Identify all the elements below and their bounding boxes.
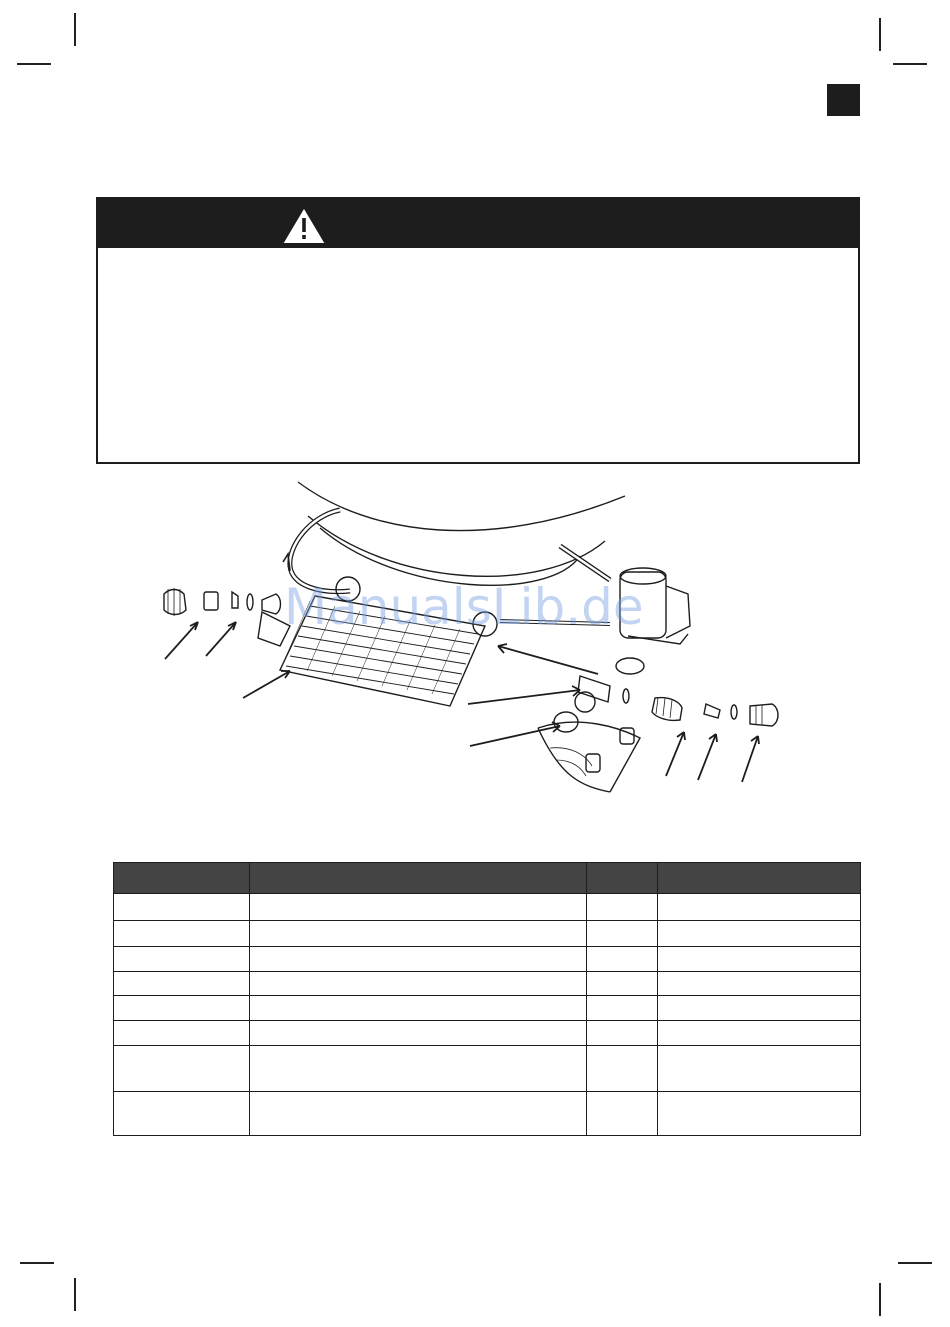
table-cell [658,972,861,996]
table-cell [658,996,861,1021]
table-cell [587,947,658,972]
table-cell [114,1021,250,1046]
table-header-row [114,863,861,894]
crop-mark [74,13,76,46]
table-cell [658,947,861,972]
table-row [114,972,861,996]
right-fittings [575,658,778,726]
table-cell [587,1021,658,1046]
table-row [114,1021,861,1046]
crop-mark [879,18,881,51]
left-fittings [164,588,290,646]
crop-mark [893,63,927,65]
table-cell [658,1046,861,1092]
table-header-cell [658,863,861,894]
crop-mark [879,1283,881,1316]
crop-mark [20,1262,54,1264]
table-cell [658,921,861,947]
table-cell [114,996,250,1021]
watermark: ManualsLib.de [284,578,644,636]
table-header-cell [250,863,587,894]
table-cell [587,972,658,996]
table-cell [587,1092,658,1136]
table-cell [250,1021,587,1046]
assembly-diagram [140,476,840,806]
table-row [114,1092,861,1136]
table-cell [587,1046,658,1092]
warning-header [98,199,858,248]
section-tab [827,84,860,116]
table-row [114,921,861,947]
parts-table [113,862,861,1136]
table-cell [114,947,250,972]
table-header-cell [114,863,250,894]
table-cell [250,1092,587,1136]
table-cell [587,996,658,1021]
table-cell [250,921,587,947]
table-cell [114,972,250,996]
crop-mark [74,1278,76,1311]
table-cell [250,947,587,972]
table-cell [658,1021,861,1046]
crop-mark [898,1262,932,1264]
table-cell [250,996,587,1021]
table-cell [250,1046,587,1092]
warning-triangle-icon [279,204,329,246]
table-cell [658,1092,861,1136]
table-cell [114,1092,250,1136]
table-cell [114,1046,250,1092]
warning-box [96,197,860,464]
pool-rim [298,482,625,531]
table-row [114,947,861,972]
table-cell [250,972,587,996]
table-row [114,1046,861,1092]
table-cell [114,894,250,921]
table-cell [587,894,658,921]
table-row [114,894,861,921]
crop-mark [17,63,51,65]
table-cell [658,894,861,921]
table-cell [250,894,587,921]
table-header-cell [587,863,658,894]
table-cell [114,921,250,947]
table-cell [587,921,658,947]
table-row [114,996,861,1021]
callout-arrows [165,622,759,782]
